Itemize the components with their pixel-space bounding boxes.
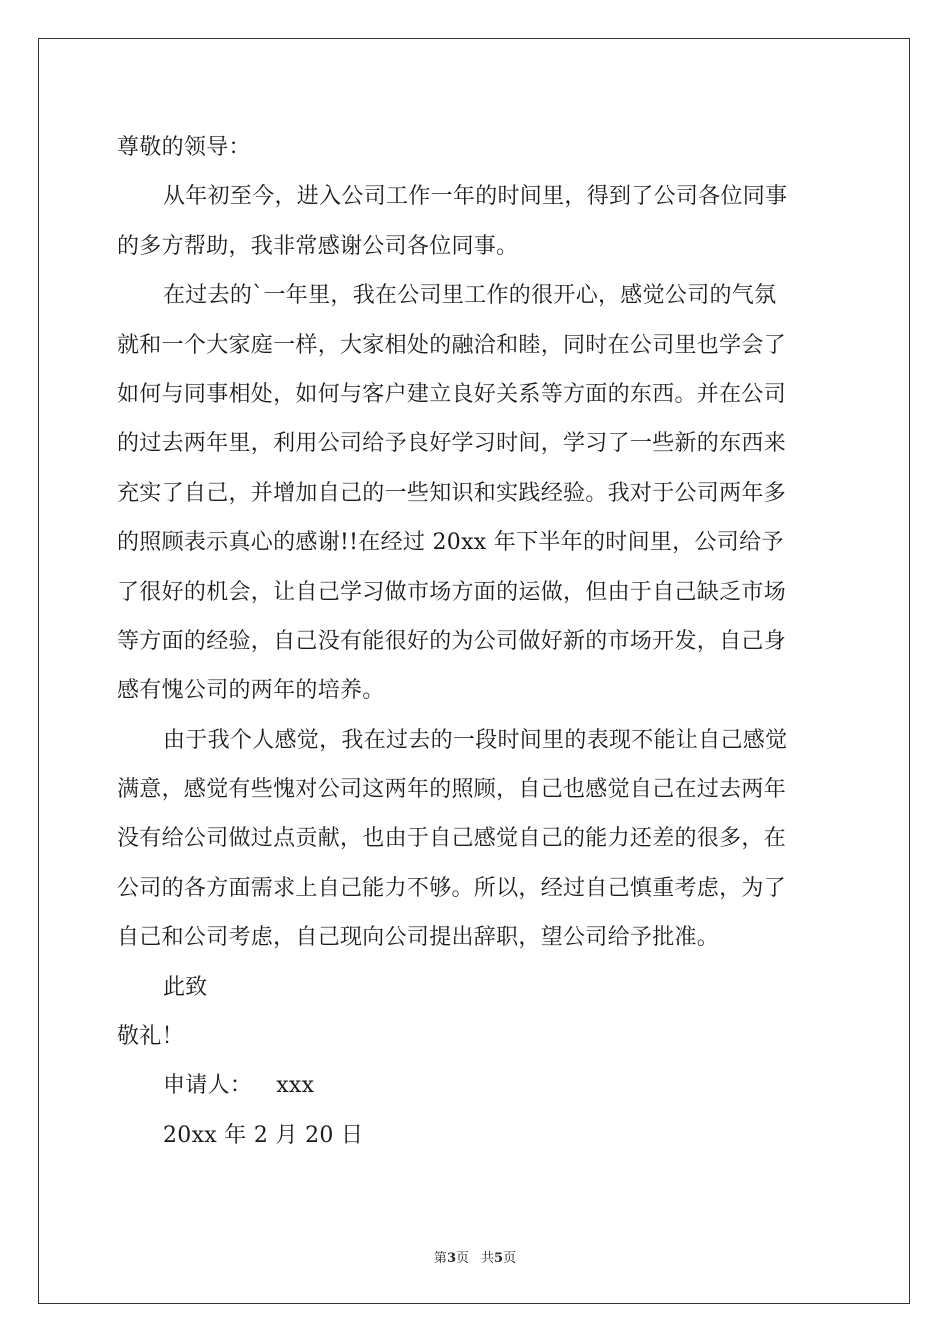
paragraph-line: 在过去的`一年里，我在公司里工作的很开心，感觉公司的气氛 [163,283,777,309]
paragraph-line: 如何与同事相处，如何与客户建立良好关系等方面的东西。并在公司 [117,381,787,407]
paragraph-line: 没有给公司做过点贡献，也由于自己感觉自己的能力还差的很多，在 [117,826,787,852]
paragraph-line: 自己和公司考虑，自己现向公司提出辞职，望公司给予批准。 [117,925,720,951]
salutation: 尊敬的领导： [117,135,251,160]
paragraph-line: 了很好的机会，让自己学习做市场方面的运做，但由于自己缺乏市场 [117,579,787,605]
paragraph-line: 充实了自己，并增加自己的一些知识和实践经验。我对于公司两年多 [117,480,787,506]
page-total: 5 [494,1251,504,1266]
paragraph-line: 的过去两年里，利用公司给予良好学习时间，学习了一些新的东西来 [117,431,787,457]
paragraph-line: 从年初至今，进入公司工作一年的时间里，得到了公司各位同事 [163,184,788,210]
applicant-signature [117,1061,837,1110]
paragraph-1 [117,172,837,271]
page-suffix: 页 [455,1251,469,1266]
letter-date: 20xx 年 2 月 20 日 [163,1122,364,1148]
closing-salute: 敬礼！ [117,1024,184,1050]
paragraph-line: 的照顾表示真心的感谢!!在经过 20xx 年下半年的时间里，公司给予 [117,530,784,556]
paragraph-3 [117,716,837,963]
paragraph-line: 由于我个人感觉，我在过去的一段时间里的表现不能让自己感觉 [163,727,788,753]
paragraph-2 [117,271,837,716]
applicant-label: 申请人： [163,1073,253,1099]
total-prefix: 共 [481,1251,495,1266]
letter-body [117,123,837,1160]
page-footer [0,1247,950,1266]
paragraph-line: 的多方帮助，我非常感谢公司各位同事。 [117,233,519,259]
page-prefix: 第 [433,1251,447,1266]
total-suffix: 页 [503,1251,517,1266]
paragraph-line: 感有愧公司的两年的培养。 [117,678,385,704]
page-current: 3 [446,1251,456,1266]
closing-phrase: 此致 [163,974,208,1000]
paragraph-line: 公司的各方面需求上自己能力不够。所以，经过自己慎重考虑，为了 [117,875,787,901]
paragraph-line: 满意，感觉有些愧对公司这两年的照顾，自己也感觉自己在过去两年 [117,777,787,803]
paragraph-line: 等方面的经验，自己没有能很好的为公司做好新的市场开发，自己身 [117,628,787,654]
applicant-name: xxx [276,1073,315,1099]
paragraph-line: 就和一个大家庭一样，大家相处的融洽和睦，同时在公司里也学会了 [117,332,787,358]
